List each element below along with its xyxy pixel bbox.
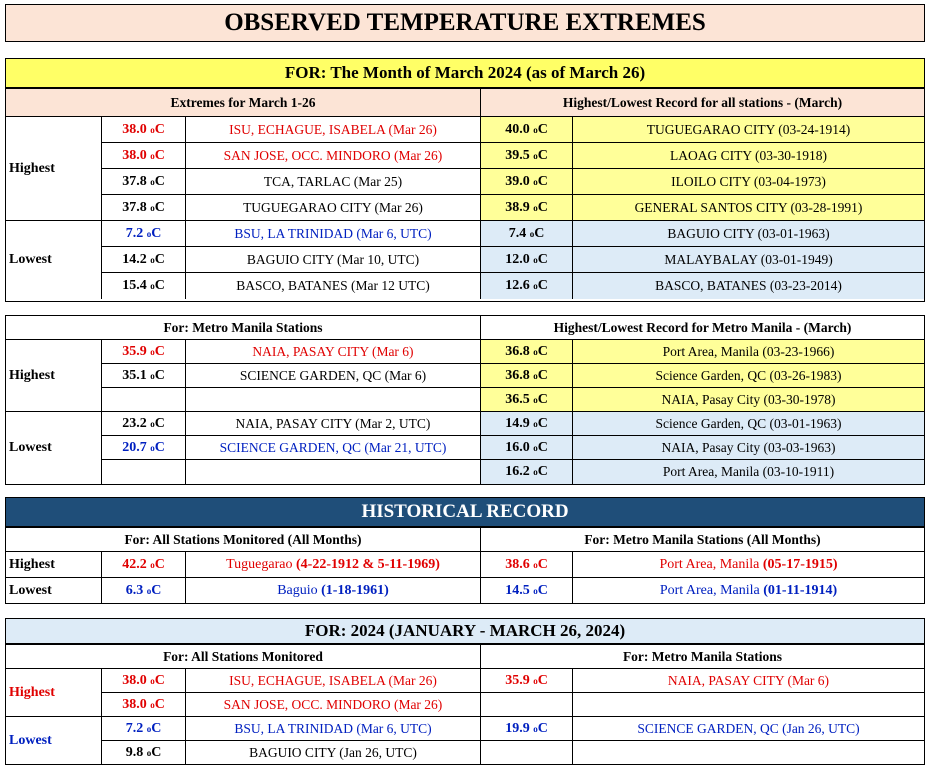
march-lowest-location: BSU, LA TRINIDAD (Mar 6, UTC) [186,221,481,247]
y2024-lowest-record-value: 19.9 o C [481,717,573,741]
y2024-lowest-location: BAGUIO CITY (Jan 26, UTC) [186,741,481,765]
march-lowest-record-location: MALAYBALAY (03-01-1949) [573,247,924,273]
metro-highest-record-value: 36.8 o C [481,340,573,364]
metro-highest-label: Highest [6,340,102,412]
metro-lowest-record-value: 16.0 o C [481,436,573,460]
y2024-highest-value: 38.0 o C [102,669,186,693]
year-2024-title: FOR: 2024 (JANUARY - MARCH 26, 2024) [5,618,925,644]
historical-right-header: For: Metro Manila Stations (All Months) [481,528,924,552]
march-highest-location: TCA, TARLAC (Mar 25) [186,169,481,195]
march-highest-record-location: GENERAL SANTOS CITY (03-28-1991) [573,195,924,221]
y2024-lowest-label: Lowest [6,717,102,765]
metro-lowest-location [186,460,481,484]
march-lowest-label: Lowest [6,221,102,299]
metro-lowest-record-location: NAIA, Pasay City (03-03-1963) [573,436,924,460]
march-highest-value: 38.0 o C [102,143,186,169]
y2024-lowest-record-value [481,741,573,765]
historical-metro-lowest-location: Port Area, Manila (01-11-1914) [659,582,838,598]
march-highest-location: TUGUEGARAO CITY (Mar 26) [186,195,481,221]
march-lowest-record-value: 12.0 o C [481,247,573,273]
metro-highest-record-location: NAIA, Pasay City (03-30-1978) [573,388,924,412]
year-2024-left-header: For: All Stations Monitored [6,645,481,669]
metro-right-header: Highest/Lowest Record for Metro Manila - (March) [481,316,924,340]
march-left-header: Extremes for March 1-26 [6,89,481,117]
y2024-highest-record-value: 35.9 o C [481,669,573,693]
metro-lowest-value: 23.2 o C [102,412,186,436]
y2024-highest-record-location [573,693,924,717]
march-lowest-record-value: 7.4 o C [481,221,573,247]
march-lowest-record-location: BAGUIO CITY (03-01-1963) [573,221,924,247]
y2024-highest-label: Highest [6,669,102,717]
march-highest-record-location: TUGUEGARAO CITY (03-24-1914) [573,117,924,143]
metro-lowest-label: Lowest [6,412,102,484]
march-highest-record-value: 40.0 o C [481,117,573,143]
page-title: OBSERVED TEMPERATURE EXTREMES [5,4,925,42]
march-highest-record-location: LAOAG CITY (03-30-1918) [573,143,924,169]
march-highest-record-value: 39.5 o C [481,143,573,169]
metro-highest-record-location: Port Area, Manila (03-23-1966) [573,340,924,364]
historical-metro-lowest-value: 14.5 o C [481,578,573,603]
march-highest-value: 38.0 o C [102,117,186,143]
y2024-highest-record-value [481,693,573,717]
march-lowest-record-value: 12.6 o C [481,273,573,299]
historical-highest-value: 42.2 o C [102,552,186,578]
metro-lowest-location: NAIA, PASAY CITY (Mar 2, UTC) [186,412,481,436]
historical-highest-label: Highest [6,552,102,578]
metro-lowest-value: 20.7 o C [102,436,186,460]
historical-lowest-value: 6.3 o C [102,578,186,603]
metro-highest-location: NAIA, PASAY CITY (Mar 6) [186,340,481,364]
metro-lowest-record-location: Science Garden, QC (03-01-1963) [573,412,924,436]
march-highest-location: ISU, ECHAGUE, ISABELA (Mar 26) [186,117,481,143]
march-highest-location: SAN JOSE, OCC. MINDORO (Mar 26) [186,143,481,169]
y2024-lowest-record-location: SCIENCE GARDEN, QC (Jan 26, UTC) [573,717,924,741]
march-highest-value: 37.8 o C [102,195,186,221]
y2024-highest-location: SAN JOSE, OCC. MINDORO (Mar 26) [186,693,481,717]
historical-record-title: HISTORICAL RECORD [5,497,925,527]
historical-metro-highest-value: 38.6 o C [481,552,573,578]
y2024-lowest-record-location [573,741,924,765]
historical-lowest-label: Lowest [6,578,102,603]
metro-lowest-record-value: 16.2 o C [481,460,573,484]
y2024-lowest-value: 9.8 o C [102,741,186,765]
metro-highest-record-value: 36.8 o C [481,364,573,388]
y2024-highest-location: ISU, ECHAGUE, ISABELA (Mar 26) [186,669,481,693]
historical-left-header: For: All Stations Monitored (All Months) [6,528,481,552]
march-right-header: Highest/Lowest Record for all stations - (March) [481,89,924,117]
march-lowest-location: BASCO, BATANES (Mar 12 UTC) [186,273,481,299]
metro-highest-record-value: 36.5 o C [481,388,573,412]
historical-metro-highest-location: Port Area, Manila (05-17-1915) [573,552,924,578]
y2024-highest-value: 38.0 o C [102,693,186,717]
metro-lowest-record-location: Port Area, Manila (03-10-1911) [573,460,924,484]
march-lowest-value: 14.2 o C [102,247,186,273]
historical-lowest-location: Baguio (1-18-1961) [186,578,481,603]
march-highest-record-value: 38.9 o C [481,195,573,221]
y2024-lowest-location: BSU, LA TRINIDAD (Mar 6, UTC) [186,717,481,741]
march-lowest-location: BAGUIO CITY (Mar 10, UTC) [186,247,481,273]
march-highest-value: 37.8 o C [102,169,186,195]
metro-highest-value [102,388,186,412]
month-subtitle: FOR: The Month of March 2024 (as of March 26) [5,58,925,88]
march-lowest-value: 15.4 o C [102,273,186,299]
march-highest-label: Highest [6,117,102,221]
metro-highest-value: 35.1 o C [102,364,186,388]
march-highest-record-value: 39.0 o C [481,169,573,195]
y2024-highest-record-location: NAIA, PASAY CITY (Mar 6) [573,669,924,693]
year-2024-right-header: For: Metro Manila Stations [481,645,924,669]
y2024-lowest-value: 7.2 o C [102,717,186,741]
metro-left-header: For: Metro Manila Stations [6,316,481,340]
metro-highest-value: 35.9 o C [102,340,186,364]
metro-highest-location: SCIENCE GARDEN, QC (Mar 6) [186,364,481,388]
metro-highest-location [186,388,481,412]
metro-lowest-record-value: 14.9 o C [481,412,573,436]
metro-highest-record-location: Science Garden, QC (03-26-1983) [573,364,924,388]
march-highest-record-location: ILOILO CITY (03-04-1973) [573,169,924,195]
march-lowest-record-location: BASCO, BATANES (03-23-2014) [573,273,924,299]
metro-lowest-value [102,460,186,484]
metro-lowest-location: SCIENCE GARDEN, QC (Mar 21, UTC) [186,436,481,460]
march-lowest-value: 7.2 o C [102,221,186,247]
historical-highest-location: Tuguegarao (4-22-1912 & 5-11-1969) [186,552,481,578]
